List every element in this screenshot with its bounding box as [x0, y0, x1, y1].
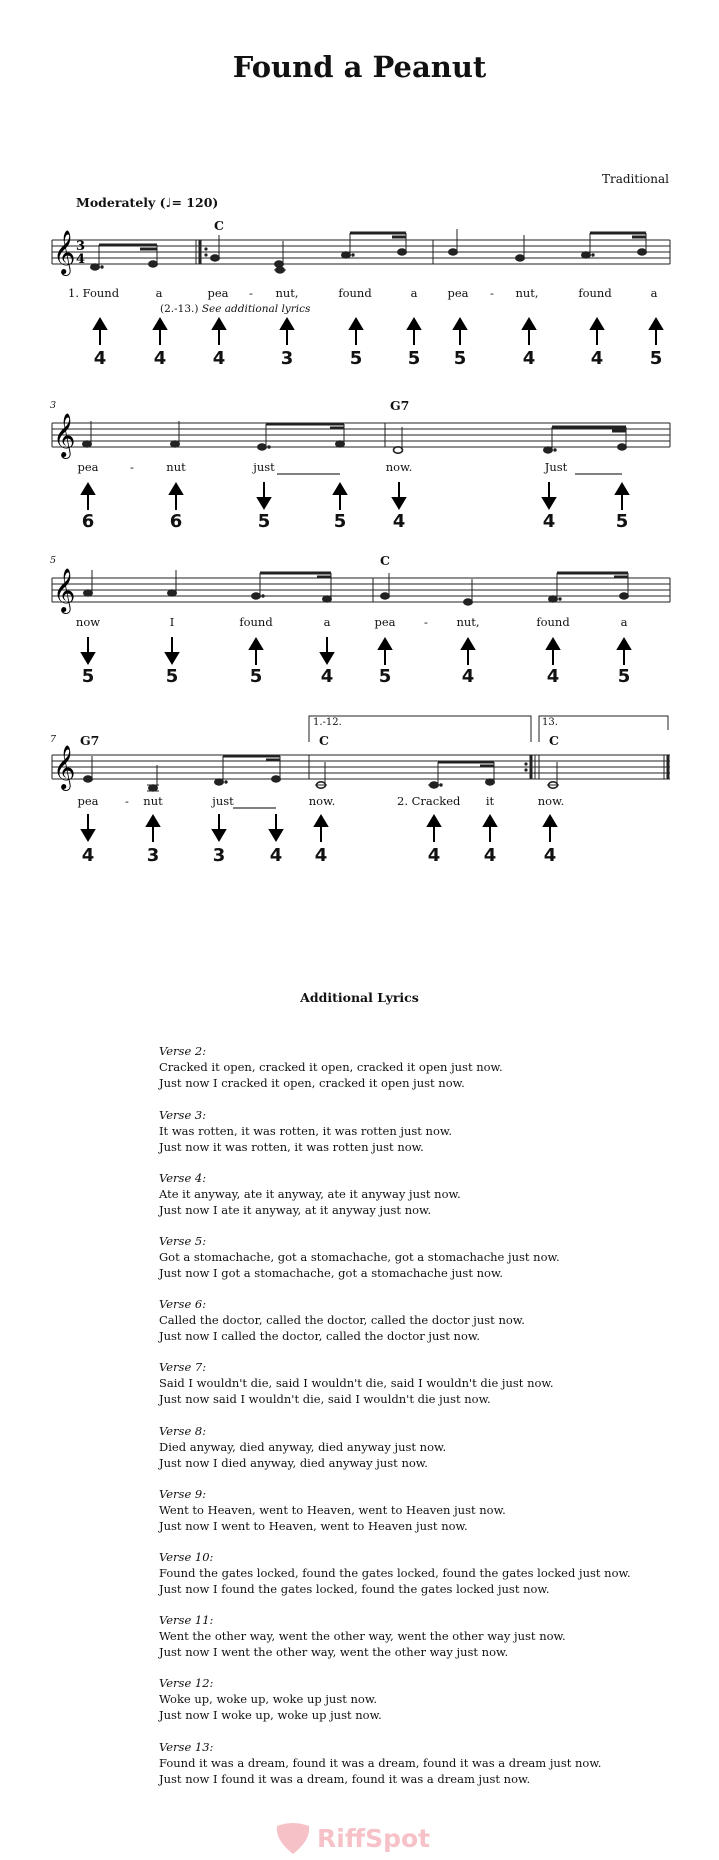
hole-number: 4 — [269, 845, 283, 866]
verse-block — [159, 1423, 446, 1471]
verse-line: Just now said I wouldn't die, said I wouldn't die just now. — [159, 1392, 491, 1406]
hole-number: 4 — [81, 845, 95, 866]
lyric: found — [338, 286, 372, 300]
lyric: just — [253, 460, 275, 474]
verse-block — [159, 1486, 506, 1534]
chord-c: C — [549, 733, 559, 748]
lyric: nut — [143, 794, 163, 808]
verse-line: Got a stomachache, got a stomachache, got a stomachache just now. — [159, 1250, 560, 1264]
riffspot-logo — [273, 1822, 431, 1856]
verse-label: Verse 5: — [159, 1234, 207, 1248]
verse-label: Verse 12: — [159, 1676, 214, 1690]
hole-number: 5 — [165, 666, 179, 687]
hole-number: 4 — [543, 845, 557, 866]
staff-4 — [0, 712, 719, 882]
hole-number: 4 — [546, 666, 560, 687]
verse-block — [159, 1739, 601, 1787]
hole-number: 5 — [333, 511, 347, 532]
lyric: nut, — [275, 286, 299, 300]
system-1 — [0, 215, 719, 375]
lyric: now — [75, 615, 101, 629]
lyric: found — [536, 615, 570, 629]
lyric: now. — [385, 460, 413, 474]
verse-line: Just now I called the doctor, called the doctor just now. — [159, 1329, 481, 1343]
composer: Traditional — [601, 172, 669, 186]
logo-text: RiffSpot — [317, 1824, 431, 1853]
verse-label: Verse 2: — [159, 1044, 207, 1058]
lyric: found — [239, 615, 273, 629]
chord-g7: G7 — [390, 398, 410, 413]
hole-number: 4 — [314, 845, 328, 866]
quarter-note-icon: ♩ — [165, 195, 172, 210]
verse-block — [159, 1549, 631, 1597]
first-ending-label: 1.-12. — [313, 717, 342, 728]
verse-label: Verse 7: — [159, 1360, 207, 1374]
lyric: a — [323, 615, 331, 629]
svg-text:3: 3 — [76, 239, 86, 254]
additional-lyrics-heading: Additional Lyrics — [300, 990, 419, 1005]
lyric: pea — [374, 615, 396, 629]
verse-line: Just now I found the gates locked, found the gates locked just now. — [159, 1582, 550, 1596]
lyric: now. — [537, 794, 565, 808]
verse-range: (2.-13.) — [160, 303, 199, 315]
verse-label: Verse 10: — [159, 1550, 214, 1564]
lyric: I — [169, 615, 175, 629]
hole-number: 6 — [169, 511, 183, 532]
lyric: just — [212, 794, 234, 808]
lyric: 1. Found — [68, 286, 120, 300]
lyric: a — [620, 615, 628, 629]
lyric: it — [485, 794, 495, 808]
verse-line: Cracked it open, cracked it open, cracked it open just now. — [159, 1060, 503, 1074]
hole-number: 5 — [81, 666, 95, 687]
verse-label: Verse 11: — [159, 1613, 214, 1627]
lyric: now. — [308, 794, 336, 808]
staff-2 — [0, 398, 719, 538]
hole-number: 4 — [542, 511, 556, 532]
verse-line: Ate it anyway, ate it anyway, ate it anyway just now. — [159, 1187, 461, 1201]
verse-line: Found it was a dream, found it was a dream, found it was a dream just now. — [159, 1756, 602, 1770]
hole-number: 5 — [615, 511, 629, 532]
verse-block — [159, 1233, 560, 1281]
hole-number: 5 — [349, 348, 363, 369]
lyric: a — [410, 286, 418, 300]
lyric: pea — [207, 286, 229, 300]
hole-number: 4 — [320, 666, 334, 687]
verse-line: Just now I found it was a dream, found it was a dream just now. — [159, 1772, 531, 1786]
system-4 — [0, 712, 719, 882]
hole-number: 3 — [280, 348, 294, 369]
hole-number: 5 — [249, 666, 263, 687]
verse-line: It was rotten, it was rotten, it was rotten just now. — [159, 1124, 453, 1138]
measure-number: 3 — [50, 400, 57, 411]
hole-number: 4 — [590, 348, 604, 369]
verse-block — [159, 1612, 566, 1660]
hole-number: 4 — [153, 348, 167, 369]
song-title: Found a Peanut — [232, 50, 487, 84]
verse-line: Just now I went to Heaven, went to Heaven just now. — [159, 1519, 468, 1533]
staff-3 — [0, 553, 719, 693]
lyric: found — [578, 286, 612, 300]
hole-number: 6 — [81, 511, 95, 532]
hole-number: 5 — [257, 511, 271, 532]
hole-number: 3 — [146, 845, 160, 866]
verse-line: Died anyway, died anyway, died anyway just now. — [159, 1440, 447, 1454]
hole-number: 5 — [649, 348, 663, 369]
verse-block — [159, 1675, 382, 1723]
chord-c: C — [319, 733, 329, 748]
lyric: - — [424, 615, 428, 629]
lyric: pea — [77, 794, 99, 808]
lyric: pea — [447, 286, 469, 300]
chord-g7: G7 — [80, 733, 100, 748]
hole-number: 4 — [522, 348, 536, 369]
verse-line: Just now I woke up, woke up just now. — [159, 1708, 382, 1722]
hole-number: 3 — [212, 845, 226, 866]
treble-clef-icon: 𝄞 — [53, 568, 76, 612]
verse-line: Called the doctor, called the doctor, called the doctor just now. — [159, 1313, 525, 1327]
verse-label: Verse 13: — [159, 1740, 214, 1754]
verse-line: Just now I got a stomachache, got a stomachache just now. — [159, 1266, 504, 1280]
additional-lyrics-note — [160, 303, 310, 315]
lyric: - — [125, 794, 129, 808]
treble-clef-icon: 𝄞 — [53, 745, 76, 789]
verse-line: Just now it was rotten, it was rotten just now. — [159, 1140, 424, 1154]
chord-c: C — [380, 553, 390, 568]
hole-number: 4 — [427, 845, 441, 866]
verse-label: Verse 8: — [159, 1424, 207, 1438]
treble-clef-icon: 𝄞 — [53, 413, 76, 457]
lyric: pea — [77, 460, 99, 474]
verse-line: Just now I ate it anyway, at it anyway just now. — [159, 1203, 432, 1217]
lyric: - — [130, 460, 134, 474]
verse-block — [159, 1170, 461, 1218]
hole-number: 5 — [617, 666, 631, 687]
verse-line: Just now I cracked it open, cracked it open just now. — [159, 1076, 465, 1090]
verse-line: Just now I went the other way, went the other way just now. — [159, 1645, 509, 1659]
verse-label: Verse 4: — [159, 1171, 207, 1185]
svg-text:4: 4 — [76, 252, 86, 267]
treble-clef-icon: 𝄞 — [53, 230, 76, 274]
verse-line: Just now I died anyway, died anyway just now. — [159, 1456, 428, 1470]
verse-line: Went the other way, went the other way, went the other way just now. — [159, 1629, 566, 1643]
verse-label: Verse 3: — [159, 1108, 207, 1122]
lyric: Just — [544, 460, 568, 474]
staff-1 — [0, 215, 719, 275]
verse-block — [159, 1359, 554, 1407]
lyric: nut, — [515, 286, 539, 300]
hole-number: 4 — [483, 845, 497, 866]
verse-block — [159, 1043, 503, 1091]
hole-number: 5 — [407, 348, 421, 369]
lyric: 2. Cracked — [397, 794, 461, 808]
tempo-label: Moderately — [76, 195, 156, 210]
lyric: a — [650, 286, 658, 300]
tempo-bpm: = 120 — [171, 195, 213, 210]
lyric: nut — [166, 460, 186, 474]
verse-block — [159, 1107, 452, 1155]
hole-number: 5 — [378, 666, 392, 687]
verse-label: Verse 9: — [159, 1487, 207, 1501]
verse-line: Said I wouldn't die, said I wouldn't die, said I wouldn't die just now. — [159, 1376, 554, 1390]
measure-number: 7 — [50, 734, 57, 745]
tempo-marking: Moderately (♩= 120) — [76, 195, 219, 210]
hole-number: 4 — [461, 666, 475, 687]
hole-number: 4 — [212, 348, 226, 369]
verse-line: Woke up, woke up, woke up just now. — [159, 1692, 377, 1706]
chord-c: C — [214, 218, 224, 233]
verse-line: Went to Heaven, went to Heaven, went to Heaven just now. — [159, 1503, 506, 1517]
lyric: - — [490, 286, 494, 300]
measure-number: 5 — [50, 555, 57, 566]
lyric: a — [155, 286, 163, 300]
verse-line: Found the gates locked, found the gates locked, found the gates locked just now. — [159, 1566, 631, 1580]
system-3 — [0, 553, 719, 693]
hole-number: 4 — [392, 511, 406, 532]
guitar-pick-icon — [273, 1822, 313, 1856]
hole-number: 5 — [453, 348, 467, 369]
see-additional-lyrics: See additional lyrics — [201, 303, 311, 315]
verse-block — [159, 1296, 525, 1344]
lyric: - — [249, 286, 253, 300]
hole-number: 4 — [93, 348, 107, 369]
system-2 — [0, 398, 719, 538]
verse-label: Verse 6: — [159, 1297, 207, 1311]
second-ending-label: 13. — [542, 717, 558, 728]
lyric: nut, — [456, 615, 480, 629]
